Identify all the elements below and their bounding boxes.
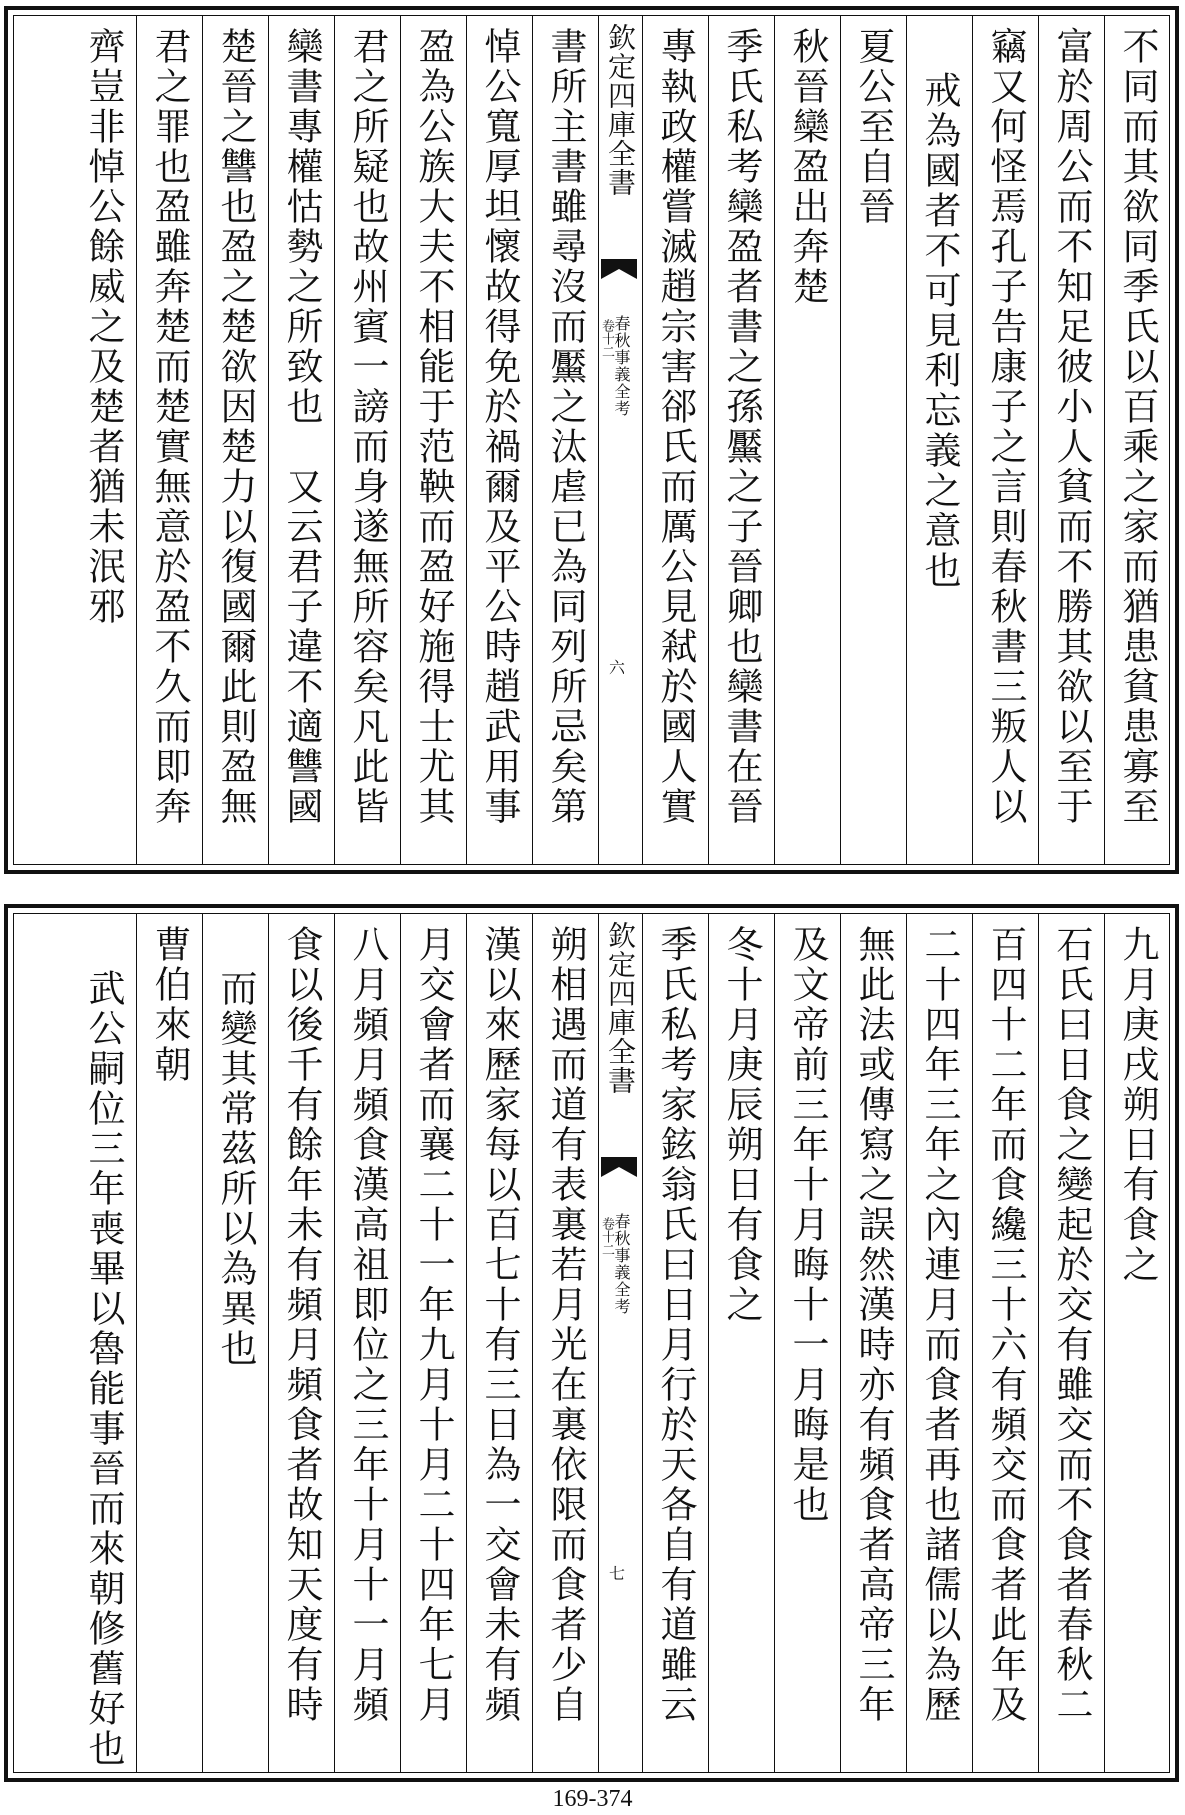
text-column: 漢以來歷家每以百七十有三日為一交會未有頻 [466,913,532,1773]
text-column [906,15,972,865]
juan-number: 卷十二 [599,1217,614,1256]
center-fold [598,913,642,1773]
indented-text: 武公嗣位三年喪畢以魯能事晉而來朝修舊好也 [82,969,125,1769]
text-column: 石氏曰日食之變起於交有雖交而不食者春秋二 [1038,913,1104,1773]
text-column: 盈為公族大夫不相能于范鞅而盈好施得士尤其 [400,15,466,865]
bottom-page-columns [13,913,1170,1773]
text-column: 冬十月庚辰朔日有食之 [708,913,774,1773]
text-column: 無此法或傳寫之誤然漢時亦有頻食者高帝三年 [840,913,906,1773]
folio-number: 七 [609,1564,626,1583]
center-fold [598,15,642,865]
indented-text: 戒為國者不可見利忘義之意也 [918,71,961,591]
text-column: 專執政權嘗滅趙宗害郤氏而厲公見弒於國人實 [642,15,708,865]
collection-title: 欽定四庫全書 [604,921,637,1095]
top-page [4,6,1179,874]
juan-number: 卷十二 [599,319,614,358]
text-column: 食以後千有餘年未有頻月頻食者故知天度有時 [268,913,334,1773]
text-column: 二十四年三年之內連月而食者再也諸儒以為歷 [906,913,972,1773]
page-number: 169-374 [552,1786,633,1812]
book-title: 春秋事義全考 [612,1213,631,1315]
bottom-page [4,904,1179,1782]
text-column: 季氏私考欒盈者書之孫黶之子晉卿也欒書在晉 [708,15,774,865]
text-column: 朔相遇而道有表裏若月光在裏依限而食者少自 [532,913,598,1773]
collection-title: 欽定四庫全書 [604,23,637,197]
book-title: 春秋事義全考 [612,315,631,417]
text-column: 九月庚戌朔日有食之 [1104,913,1170,1773]
text-column: 八月頻月頻食漢高祖即位之三年十月十一月頻 [334,913,400,1773]
text-column: 君之所疑也故州賓一謗而身遂無所容矣凡此皆 [334,15,400,865]
text-column: 百四十二年而食纔三十六有頻交而食者此年及 [972,913,1038,1773]
text-column: 楚晉之讐也盈之楚欲因楚力以復國爾此則盈無 [202,15,268,865]
text-column: 季氏私考家鉉翁氏曰日月行於天各自有道雖云 [642,913,708,1773]
indented-text: 而變其常茲所以為異也 [214,969,257,1369]
text-column: 富於周公而不知足彼小人貧而不勝其欲以至于 [1038,15,1104,865]
text-column: 秋晉欒盈出奔楚 [774,15,840,865]
text-column: 不同而其欲同季氏以百乘之家而猶患貧患寡至 [1104,15,1170,865]
text-column: 悼公寬厚坦懷故得免於禍爾及平公時趙武用事 [466,15,532,865]
text-column: 曹伯來朝 [136,913,202,1773]
text-column: 齊豈非悼公餘威之及楚者猶未泯邪 [82,27,125,627]
text-column: 月交會者而襄二十一年九月十月二十四年七月 [400,913,466,1773]
text-column: 及文帝前三年十月晦十一月晦是也 [774,913,840,1773]
top-page-columns [13,15,1170,865]
text-column: 竊又何怪焉孔子告康子之言則春秋書三叛人以 [972,15,1038,865]
text-column [70,913,136,1773]
fish-tail-mark-icon [601,1155,637,1185]
text-column: 君之罪也盈雖奔楚而楚實無意於盈不久而即奔 [136,15,202,865]
text-column: 夏公至自晉 [840,15,906,865]
text-column: 欒書專權怙勢之所致也 又云君子違不適讐國 [268,15,334,865]
text-column: 書所主書雖尋沒而黶之汰虐已為同列所忌矣第 [532,15,598,865]
text-column [202,913,268,1773]
folio-number: 六 [609,658,626,677]
fish-tail-mark-icon [601,257,637,287]
